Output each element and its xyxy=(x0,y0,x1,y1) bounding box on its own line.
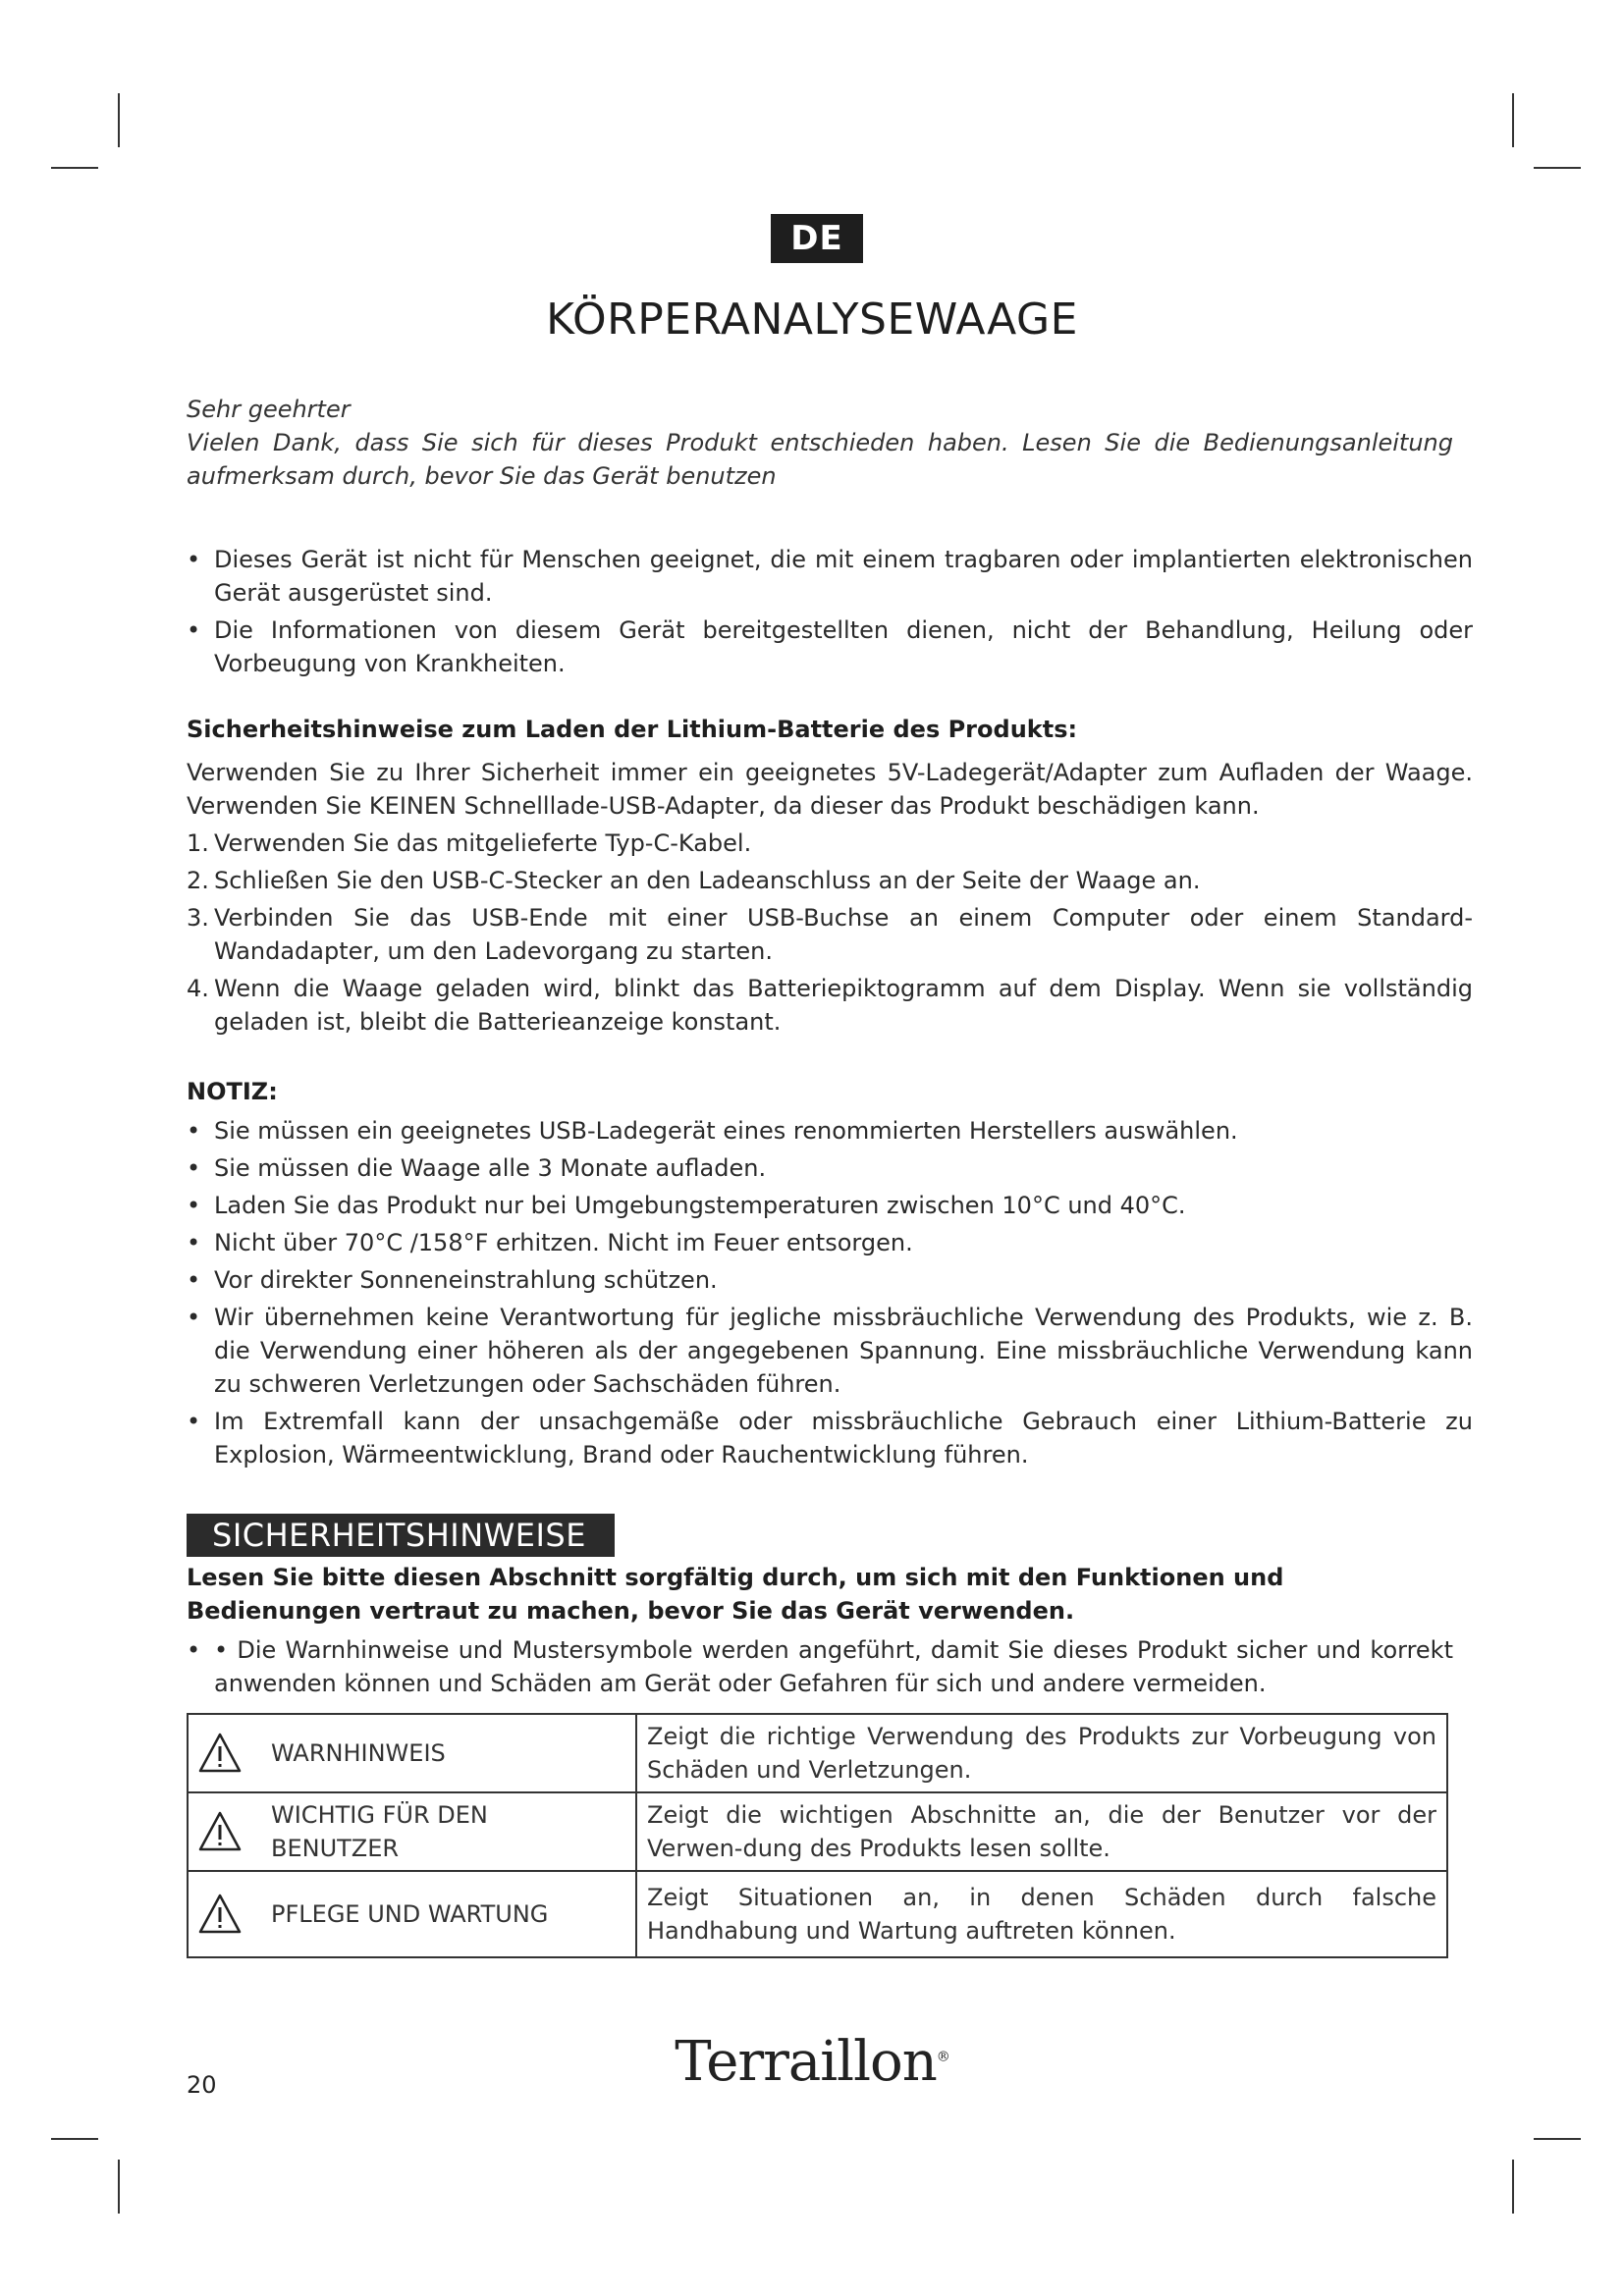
list-item xyxy=(187,972,1473,1039)
list-item: • Sie müssen ein geeignetes USB-Ladegerät eines renommierten Herstellers auswählen. xyxy=(187,1114,1473,1148)
charging-intro: Verwenden Sie zu Ihrer Sicherheit immer ein geeignetes 5V-Ladegerät/Adapter zum Aufladen der Waage. Verwenden Sie KEINEN Schnelllade-USB-Adapter, da dieser das Produkt beschädigen kann. xyxy=(187,759,1473,820)
step-text: Wenn die Waage geladen wird, blinkt das Batteriepiktogramm auf dem Display. Wenn sie vollständig geladen ist, bleibt die Batterieanzeige konstant. xyxy=(214,975,1473,1036)
list-item: • Sie müssen die Waage alle 3 Monate aufladen. xyxy=(187,1151,1473,1185)
warning-triangle-icon xyxy=(198,1732,242,1775)
crop-mark-bottom-right-v xyxy=(1512,2160,1514,2214)
warnings-list xyxy=(187,543,1473,680)
table-cell-label xyxy=(188,1792,636,1871)
list-item: • Die Informationen von diesem Gerät bereitgestellten dienen, nicht der Behandlung, Heilung oder Vorbeugung von Krankheiten. xyxy=(187,614,1473,680)
crop-mark-top-left-h xyxy=(51,167,98,169)
list-item: • • Die Warnhinweise und Mustersymbole werden angeführt, damit Sie dieses Produkt sicher und korrekt anwenden können und Schäden am Gerät oder Gefahren für sich und andere vermeiden. xyxy=(187,1633,1453,1700)
list-item: • Im Extremfall kann der unsachgemäße oder missbräuchliche Gebrauch einer Lithium-Batterie zu Explosion, Wärmeentwicklung, Brand oder Rauchentwicklung führen. xyxy=(187,1405,1473,1471)
page-number: 20 xyxy=(187,2071,217,2099)
warning-triangle-icon xyxy=(198,1893,242,1936)
step-text: Verwenden Sie das mitgelieferte Typ-C-Kabel. xyxy=(214,829,752,857)
table-cell-desc: Zeigt die richtige Verwendung des Produkts zur Vorbeugung von Schäden und Verletzungen. xyxy=(636,1714,1447,1792)
registered-mark: ® xyxy=(936,2049,949,2065)
note-section xyxy=(187,1075,1473,1475)
list-item xyxy=(187,864,1473,897)
list-item xyxy=(187,827,1473,860)
table-row xyxy=(188,1792,1447,1871)
warning-triangle-icon xyxy=(198,1810,242,1853)
table-cell-label xyxy=(188,1871,636,1957)
step-text: Schließen Sie den USB-C-Stecker an den Ladeanschluss an der Seite der Waage an. xyxy=(214,867,1201,894)
crop-mark-bottom-left-v xyxy=(118,2160,120,2214)
charging-heading: Sicherheitshinweise zum Laden der Lithium-Batterie des Produkts: xyxy=(187,716,1078,743)
list-item: • Laden Sie das Produkt nur bei Umgebungstemperaturen zwischen 10°C und 40°C. xyxy=(187,1189,1473,1222)
step-number: 2. xyxy=(187,867,209,894)
intro-salutation: Sehr geehrter xyxy=(187,396,351,423)
intro-thanks: Vielen Dank, dass Sie sich für dieses Produkt entschieden haben. Lesen Sie die Bedienungsanleitung aufmerksam durch, bevor Sie das Gerät benutzen xyxy=(187,429,1453,490)
language-badge: DE xyxy=(771,214,863,263)
symbols-table xyxy=(187,1713,1448,1958)
crop-mark-top-left-v xyxy=(118,93,120,147)
safety-intro xyxy=(187,1561,1453,1704)
charging-section xyxy=(187,713,1473,1042)
table-cell-desc: Zeigt die wichtigen Abschnitte an, die der Benutzer vor der Verwen-dung des Produkts lesen sollte. xyxy=(636,1792,1447,1871)
note-heading: NOTIZ: xyxy=(187,1078,278,1105)
symbol-label: PFLEGE UND WARTUNG xyxy=(271,1900,549,1928)
list-item: • Vor direkter Sonneneinstrahlung schützen. xyxy=(187,1263,1473,1297)
list-item: • Nicht über 70°C /158°F erhitzen. Nicht im Feuer entsorgen. xyxy=(187,1226,1473,1259)
crop-mark-top-right-v xyxy=(1512,93,1514,147)
list-item: • Wir übernehmen keine Verantwortung für jegliche missbräuchliche Verwendung des Produkts, wie z. B. die Verwendung einer höheren als der angegebenen Spannung. Eine missbräuchliche Verwendung kann zu schweren Verletzungen oder Sachschäden führen. xyxy=(187,1301,1473,1401)
brand-logo xyxy=(0,2030,1624,2094)
table-row xyxy=(188,1714,1447,1792)
list-item: • Dieses Gerät ist nicht für Menschen geeignet, die mit einem tragbaren oder implantierten elektronischen Gerät ausgerüstet sind. xyxy=(187,543,1473,610)
page-title: KÖRPERANALYSEWAAGE xyxy=(546,294,1078,345)
list-item xyxy=(187,901,1473,968)
step-text: Verbinden Sie das USB-Ende mit einer USB-Buchse an einem Computer oder einem Standard-Wandadapter, um den Ladevorgang zu starten. xyxy=(214,904,1473,965)
safety-lead: Lesen Sie bitte diesen Abschnitt sorgfältig durch, um sich mit den Funktionen und Bedienungen vertraut zu machen, bevor Sie das Gerät verwenden. xyxy=(187,1564,1284,1625)
intro-block xyxy=(187,393,1453,493)
symbol-label: WARNHINWEIS xyxy=(271,1739,446,1767)
logo-text: Terraillon xyxy=(675,2030,937,2094)
crop-mark-bottom-left-h xyxy=(51,2138,98,2140)
crop-mark-bottom-right-h xyxy=(1534,2138,1581,2140)
step-number: 1. xyxy=(187,829,209,857)
step-number: 4. xyxy=(187,975,209,1002)
symbol-label: WICHTIG FÜR DEN BENUTZER xyxy=(271,1801,488,1862)
charging-steps xyxy=(187,827,1473,1039)
table-cell-label xyxy=(188,1714,636,1792)
step-number: 3. xyxy=(187,904,209,932)
warnings-list-block xyxy=(187,543,1473,684)
crop-mark-top-right-h xyxy=(1534,167,1581,169)
table-row xyxy=(188,1871,1447,1957)
table-cell-desc: Zeigt Situationen an, in denen Schäden durch falsche Handhabung und Wartung auftreten können. xyxy=(636,1871,1447,1957)
note-list xyxy=(187,1114,1473,1471)
safety-list xyxy=(187,1633,1453,1700)
section-bar-safety: SICHERHEITSHINWEISE xyxy=(187,1514,615,1557)
